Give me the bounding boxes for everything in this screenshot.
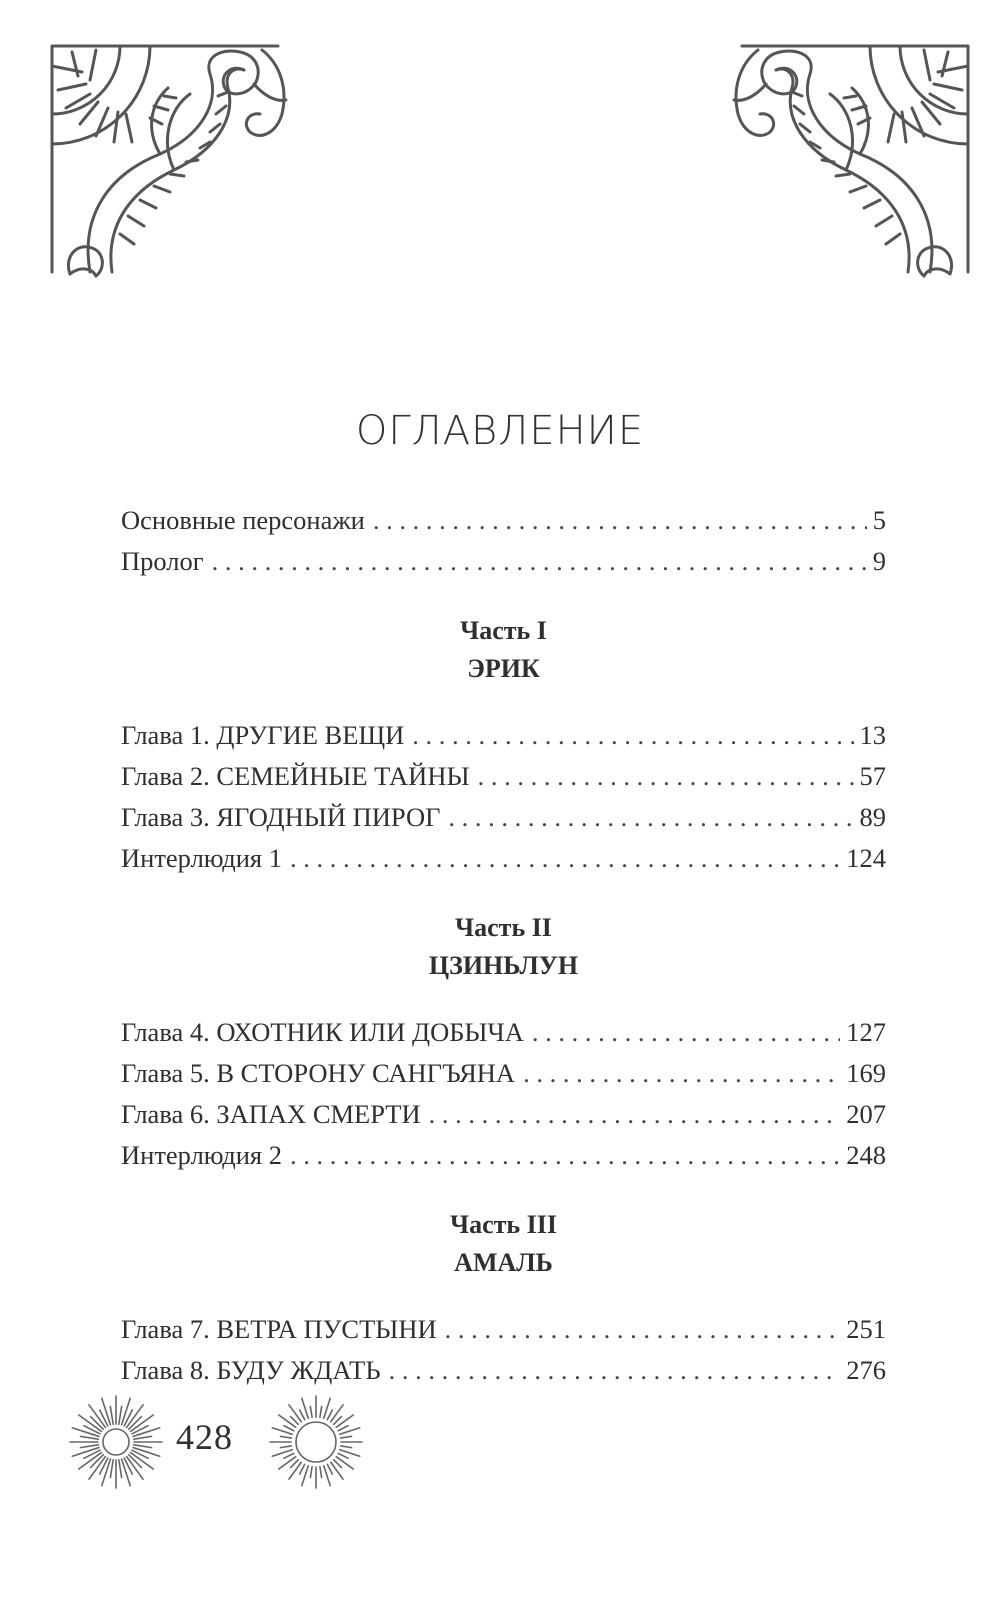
sun-ray xyxy=(338,1453,348,1458)
sun-ray xyxy=(279,1415,296,1427)
toc-entry-page: 169 xyxy=(846,1058,886,1088)
toc-entry-page: 251 xyxy=(846,1314,886,1344)
toc-entry-page: 9 xyxy=(872,546,886,576)
dot-leader xyxy=(478,756,854,797)
ornament-icon xyxy=(50,44,290,284)
toc-entry xyxy=(121,838,886,879)
sun-ray xyxy=(134,1445,152,1448)
sun-ray xyxy=(310,1406,312,1417)
dot-leader xyxy=(373,500,867,541)
toc-entry-page: 13 xyxy=(859,720,886,750)
part-number: Часть I xyxy=(460,616,547,645)
sun-ray xyxy=(338,1426,348,1431)
toc-entry xyxy=(121,500,886,541)
sun-ray xyxy=(310,1467,312,1478)
sun-ray xyxy=(331,1462,343,1479)
toc-entry-label: Пролог xyxy=(121,546,204,576)
dot-leader xyxy=(448,797,853,838)
toc-entry-label: Интерлюдия 1 xyxy=(121,843,282,873)
toc-entry xyxy=(121,1350,886,1391)
dot-leader xyxy=(290,1135,840,1176)
dot-leader xyxy=(445,1309,841,1350)
sun-ray xyxy=(341,1446,352,1448)
toc-entry-label: Глава 7. ВЕТРА ПУСТЫНИ xyxy=(121,1314,437,1344)
sun-ray xyxy=(119,1406,122,1424)
part-name: ЦЗИНЬЛУН xyxy=(428,951,579,980)
sun-ray xyxy=(334,1417,342,1425)
sun-ray xyxy=(336,1415,353,1427)
part-heading xyxy=(121,613,886,689)
sun-ray xyxy=(289,1405,301,1422)
part-heading xyxy=(121,910,886,986)
sun-ray xyxy=(341,1436,352,1438)
toc-entry-page: 248 xyxy=(846,1140,886,1170)
dot-leader xyxy=(212,541,867,582)
toc-entry-page: 276 xyxy=(846,1355,886,1385)
toc-entry-label: Глава 5. В СТОРОНУ САНГЪЯНА xyxy=(121,1058,516,1088)
corner-ornament-left xyxy=(50,44,290,284)
toc-entry xyxy=(121,1094,886,1135)
dot-leader xyxy=(290,838,840,879)
dot-leader xyxy=(523,1053,840,1094)
sun-ray xyxy=(119,1460,122,1478)
sun-ray xyxy=(289,1462,301,1479)
toc-entry-label: Глава 1. ДРУГИЕ ВЕЩИ xyxy=(121,720,405,750)
page-title: ОГЛАВЛЕНИЕ xyxy=(355,408,645,454)
table-of-contents xyxy=(121,500,886,1391)
toc-entry-label: Глава 2. СЕМЕЙНЫЕ ТАЙНЫ xyxy=(121,761,470,791)
sun-ray xyxy=(300,1464,305,1474)
sun-ray xyxy=(80,1445,98,1448)
toc-entry xyxy=(121,1012,886,1053)
toc-entry-label: Интерлюдия 2 xyxy=(121,1140,282,1170)
part-name: ЭРИК xyxy=(467,654,540,683)
toc-entry xyxy=(121,1135,886,1176)
sun-ray xyxy=(334,1460,342,1468)
sun-ray xyxy=(280,1436,291,1438)
part-number: Часть II xyxy=(455,913,552,942)
toc-entry-page: 127 xyxy=(846,1017,886,1047)
sun-ray xyxy=(110,1460,113,1478)
toc-entry xyxy=(121,541,886,582)
sun-ray xyxy=(291,1417,299,1425)
sun-ray xyxy=(320,1406,322,1417)
toc-entry xyxy=(121,1053,886,1094)
sun-ray xyxy=(291,1460,299,1468)
toc-entry-page: 5 xyxy=(872,505,886,535)
sun-ray xyxy=(300,1410,305,1420)
toc-entry-page: 124 xyxy=(846,843,886,873)
toc-entry-page: 89 xyxy=(859,802,886,832)
sun-ray xyxy=(280,1446,291,1448)
part-name: АМАЛЬ xyxy=(454,1248,553,1277)
toc-entry-label: Глава 8. БУДУ ЖДАТЬ xyxy=(121,1355,381,1385)
dot-leader xyxy=(532,1012,840,1053)
toc-entry-label: Основные персонажи xyxy=(121,505,365,535)
sun-ray xyxy=(331,1405,343,1422)
toc-entry xyxy=(121,715,886,756)
toc-entry-label: Глава 6. ЗАПАХ СМЕРТИ xyxy=(121,1099,421,1129)
sun-ray xyxy=(320,1467,322,1478)
toc-entry-page: 57 xyxy=(859,761,886,791)
sun-ray xyxy=(327,1410,332,1420)
sun-ray xyxy=(284,1426,294,1431)
corner-ornament-right xyxy=(730,44,970,284)
toc-entry-page: 207 xyxy=(846,1099,886,1129)
sun-burst-icon xyxy=(66,1392,166,1492)
part-number: Часть III xyxy=(450,1210,557,1239)
sun-ray xyxy=(279,1457,296,1469)
part-heading xyxy=(121,1207,886,1283)
sun-ray xyxy=(80,1436,98,1439)
toc-entry xyxy=(121,797,886,838)
dot-leader xyxy=(412,715,853,756)
dot-leader xyxy=(389,1350,841,1391)
toc-entry-label: Глава 4. ОХОТНИК ИЛИ ДОБЫЧА xyxy=(121,1017,524,1047)
sun-ray xyxy=(327,1464,332,1474)
page-footer xyxy=(66,1392,386,1492)
toc-entry-label: Глава 3. ЯГОДНЫЙ ПИРОГ xyxy=(121,802,441,832)
sun-ray xyxy=(134,1436,152,1439)
page-number: 428 xyxy=(176,1417,233,1457)
sun-ray xyxy=(284,1453,294,1458)
sun-ray xyxy=(110,1406,113,1424)
toc-entry xyxy=(121,756,886,797)
sun-burst-icon xyxy=(266,1392,366,1492)
dot-leader xyxy=(429,1094,841,1135)
toc-entry xyxy=(121,1309,886,1350)
ornament-icon xyxy=(730,44,970,284)
sun-ray xyxy=(336,1457,353,1469)
